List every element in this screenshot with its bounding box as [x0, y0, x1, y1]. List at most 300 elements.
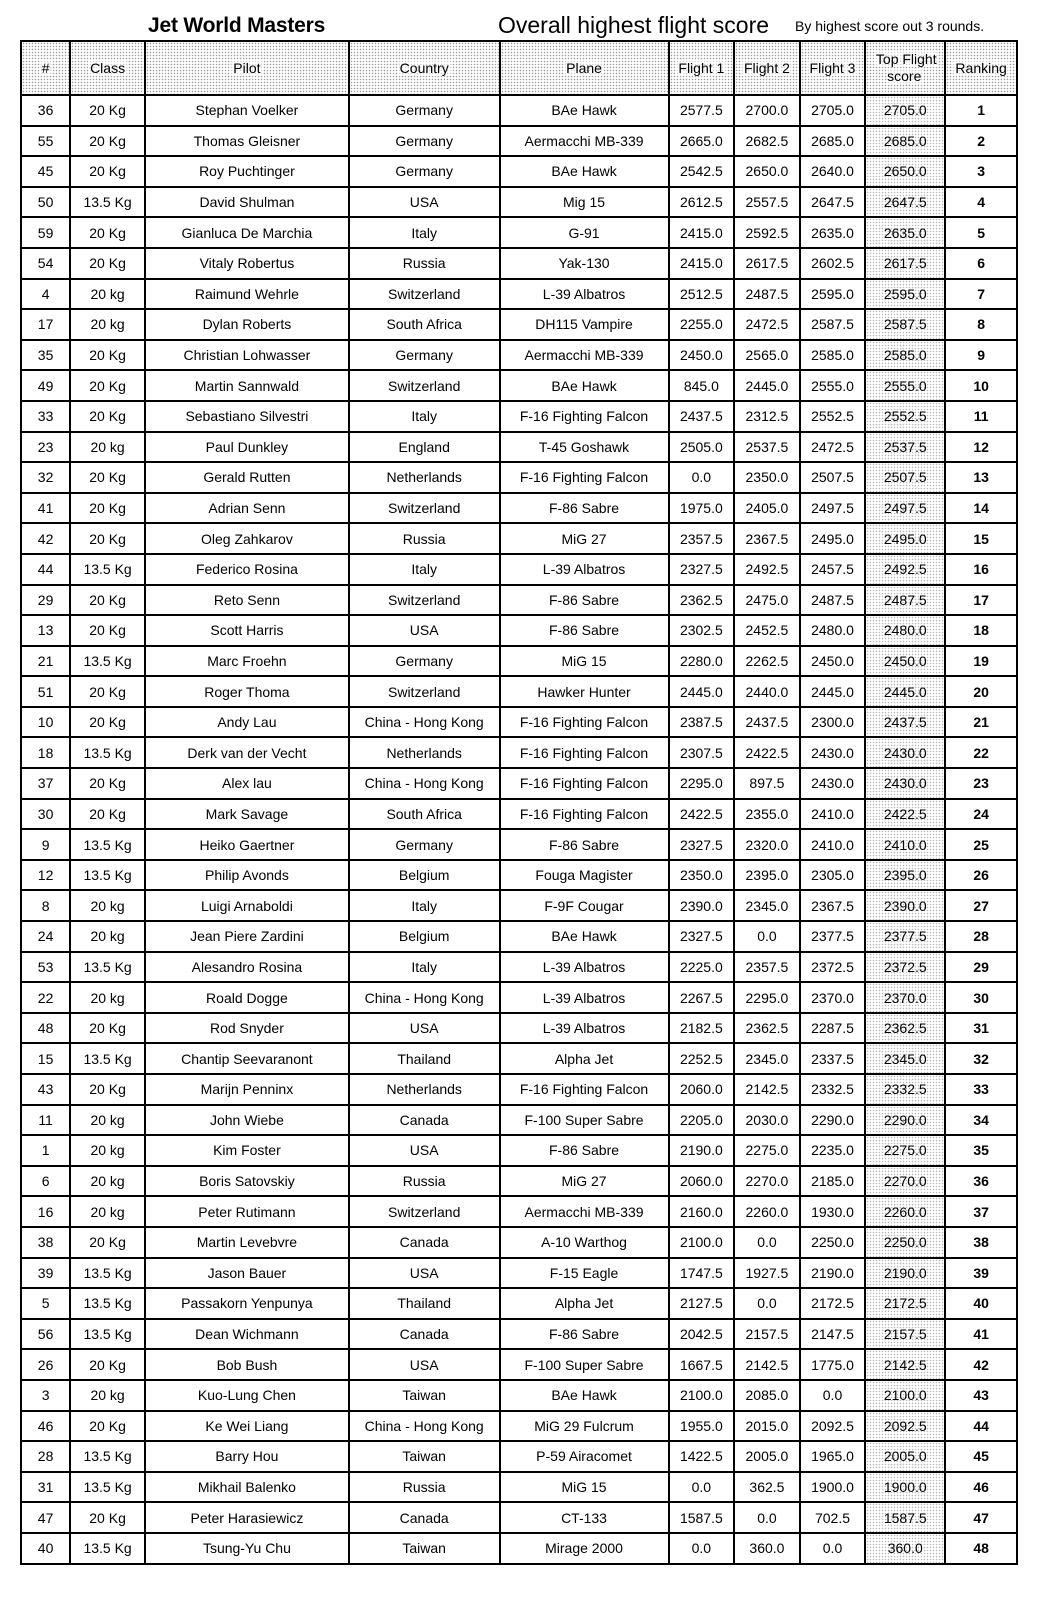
flight-3-score-cell: 2602.5: [800, 248, 866, 279]
class-cell: 13.5 Kg: [70, 1258, 145, 1289]
pilot-number-cell: 48: [21, 1013, 70, 1044]
flight-3-score-cell: 2250.0: [800, 1227, 866, 1258]
flight-1-score-cell: 2160.0: [669, 1196, 735, 1227]
plane-cell: T-45 Goshawk: [500, 432, 669, 463]
flight-1-score-cell: 0.0: [669, 1533, 735, 1564]
flight-2-score-cell: 0.0: [734, 1502, 800, 1533]
flight-2-score-cell: 0.0: [734, 921, 800, 952]
top-flight-score-cell: 2410.0: [865, 829, 945, 860]
top-flight-score-cell: 1587.5: [865, 1502, 945, 1533]
top-flight-score-cell: 2290.0: [865, 1105, 945, 1136]
top-flight-score-cell: 2422.5: [865, 799, 945, 830]
plane-cell: L-39 Albatros: [500, 279, 669, 310]
table-row: [21, 95, 1017, 126]
flight-3-score-cell: 2147.5: [800, 1319, 866, 1350]
top-flight-score-cell: 2492.5: [865, 554, 945, 585]
top-flight-score-cell: 2100.0: [865, 1380, 945, 1411]
top-flight-score-cell: 2450.0: [865, 646, 945, 677]
flight-3-score-cell: 2685.0: [800, 126, 866, 157]
ranking-cell: 19: [945, 646, 1017, 677]
country-cell: Germany: [349, 646, 500, 677]
top-flight-score-cell: 2142.5: [865, 1349, 945, 1380]
pilot-number-cell: 42: [21, 523, 70, 554]
plane-cell: BAe Hawk: [500, 1380, 669, 1411]
pilot-name-cell: Roald Dogge: [145, 982, 349, 1013]
table-row: [21, 401, 1017, 432]
plane-cell: BAe Hawk: [500, 95, 669, 126]
flight-2-score-cell: 2440.0: [734, 676, 800, 707]
flight-3-score-cell: 1775.0: [800, 1349, 866, 1380]
top-flight-score-cell: 2372.5: [865, 952, 945, 983]
pilot-number-cell: 59: [21, 217, 70, 248]
flight-2-score-cell: 2650.0: [734, 156, 800, 187]
ranking-cell: 42: [945, 1349, 1017, 1380]
class-cell: 20 Kg: [70, 523, 145, 554]
flight-2-score-cell: 362.5: [734, 1472, 800, 1503]
pilot-name-cell: Bob Bush: [145, 1349, 349, 1380]
ranking-cell: 14: [945, 493, 1017, 524]
country-cell: China - Hong Kong: [349, 707, 500, 738]
flight-3-score-cell: 2430.0: [800, 737, 866, 768]
flight-2-score-cell: 2312.5: [734, 401, 800, 432]
country-cell: Belgium: [349, 921, 500, 952]
ranking-cell: 15: [945, 523, 1017, 554]
country-cell: Russia: [349, 1472, 500, 1503]
ranking-cell: 33: [945, 1074, 1017, 1105]
flight-2-score-cell: 2592.5: [734, 217, 800, 248]
table-row: [21, 707, 1017, 738]
class-cell: 13.5 Kg: [70, 952, 145, 983]
flight-1-score-cell: 2415.0: [669, 248, 735, 279]
ranking-cell: 21: [945, 707, 1017, 738]
country-cell: Germany: [349, 126, 500, 157]
plane-cell: MiG 27: [500, 523, 669, 554]
top-flight-score-cell: 2395.0: [865, 860, 945, 891]
country-cell: Russia: [349, 1166, 500, 1197]
flight-1-score-cell: 2512.5: [669, 279, 735, 310]
table-row: [21, 1288, 1017, 1319]
ranking-cell: 48: [945, 1533, 1017, 1564]
table-row: [21, 676, 1017, 707]
table-row: [21, 1258, 1017, 1289]
top-flight-score-cell: 2250.0: [865, 1227, 945, 1258]
pilot-name-cell: Philip Avonds: [145, 860, 349, 891]
plane-cell: Yak-130: [500, 248, 669, 279]
pilot-number-cell: 26: [21, 1349, 70, 1380]
flight-2-score-cell: 2492.5: [734, 554, 800, 585]
flight-3-score-cell: 0.0: [800, 1533, 866, 1564]
ranking-cell: 41: [945, 1319, 1017, 1350]
flight-2-score-cell: 360.0: [734, 1533, 800, 1564]
plane-cell: A-10 Warthog: [500, 1227, 669, 1258]
col-header-plane: Plane: [500, 41, 669, 95]
top-flight-score-cell: 2647.5: [865, 187, 945, 218]
pilot-name-cell: Oleg Zahkarov: [145, 523, 349, 554]
plane-cell: F-16 Fighting Falcon: [500, 799, 669, 830]
pilot-number-cell: 13: [21, 615, 70, 646]
flight-3-score-cell: 1965.0: [800, 1441, 866, 1472]
flight-3-score-cell: 2172.5: [800, 1288, 866, 1319]
ranking-cell: 23: [945, 768, 1017, 799]
table-row: [21, 523, 1017, 554]
top-flight-score-cell: 2157.5: [865, 1319, 945, 1350]
plane-cell: F-9F Cougar: [500, 890, 669, 921]
pilot-number-cell: 11: [21, 1105, 70, 1136]
country-cell: Taiwan: [349, 1380, 500, 1411]
plane-cell: L-39 Albatros: [500, 982, 669, 1013]
plane-cell: Fouga Magister: [500, 860, 669, 891]
flight-2-score-cell: 2537.5: [734, 432, 800, 463]
plane-cell: L-39 Albatros: [500, 1013, 669, 1044]
flight-1-score-cell: 2505.0: [669, 432, 735, 463]
table-row: [21, 982, 1017, 1013]
class-cell: 20 kg: [70, 890, 145, 921]
top-flight-score-cell: 2595.0: [865, 279, 945, 310]
class-cell: 20 Kg: [70, 768, 145, 799]
pilot-name-cell: Luigi Arnaboldi: [145, 890, 349, 921]
table-row: [21, 1135, 1017, 1166]
pilot-number-cell: 6: [21, 1166, 70, 1197]
table-row: [21, 1105, 1017, 1136]
pilot-number-cell: 9: [21, 829, 70, 860]
plane-cell: F-16 Fighting Falcon: [500, 1074, 669, 1105]
pilot-number-cell: 30: [21, 799, 70, 830]
plane-cell: F-86 Sabre: [500, 585, 669, 616]
class-cell: 20 Kg: [70, 401, 145, 432]
flight-3-score-cell: 2480.0: [800, 615, 866, 646]
col-header-number: #: [21, 41, 70, 95]
flight-3-score-cell: 2640.0: [800, 156, 866, 187]
ranking-cell: 30: [945, 982, 1017, 1013]
country-cell: Russia: [349, 523, 500, 554]
class-cell: 13.5 Kg: [70, 1043, 145, 1074]
table-row: [21, 921, 1017, 952]
flight-3-score-cell: 2370.0: [800, 982, 866, 1013]
ranking-cell: 43: [945, 1380, 1017, 1411]
pilot-number-cell: 45: [21, 156, 70, 187]
pilot-name-cell: Vitaly Robertus: [145, 248, 349, 279]
country-cell: Russia: [349, 248, 500, 279]
pilot-number-cell: 32: [21, 462, 70, 493]
col-header-flight-2: Flight 2: [734, 41, 800, 95]
table-row: [21, 860, 1017, 891]
flight-3-score-cell: 2472.5: [800, 432, 866, 463]
flight-1-score-cell: 2612.5: [669, 187, 735, 218]
country-cell: Germany: [349, 829, 500, 860]
flight-1-score-cell: 1667.5: [669, 1349, 735, 1380]
ranking-cell: 18: [945, 615, 1017, 646]
table-row: [21, 187, 1017, 218]
top-flight-score-cell: 2390.0: [865, 890, 945, 921]
flight-2-score-cell: 2422.5: [734, 737, 800, 768]
flight-1-score-cell: 1587.5: [669, 1502, 735, 1533]
plane-cell: F-86 Sabre: [500, 615, 669, 646]
ranking-cell: 4: [945, 187, 1017, 218]
pilot-name-cell: Roger Thoma: [145, 676, 349, 707]
ranking-cell: 28: [945, 921, 1017, 952]
flight-1-score-cell: 2450.0: [669, 340, 735, 371]
class-cell: 20 kg: [70, 1380, 145, 1411]
plane-cell: P-59 Airacomet: [500, 1441, 669, 1472]
ranking-cell: 7: [945, 279, 1017, 310]
country-cell: Taiwan: [349, 1441, 500, 1472]
flight-3-score-cell: 2647.5: [800, 187, 866, 218]
flight-2-score-cell: 2260.0: [734, 1196, 800, 1227]
top-flight-score-cell: 2005.0: [865, 1441, 945, 1472]
class-cell: 13.5 Kg: [70, 187, 145, 218]
ranking-cell: 47: [945, 1502, 1017, 1533]
ranking-cell: 26: [945, 860, 1017, 891]
flight-1-score-cell: 0.0: [669, 462, 735, 493]
pilot-number-cell: 31: [21, 1472, 70, 1503]
ranking-cell: 27: [945, 890, 1017, 921]
col-header-flight-1: Flight 1: [669, 41, 735, 95]
flight-2-score-cell: 2437.5: [734, 707, 800, 738]
flight-3-score-cell: 2487.5: [800, 585, 866, 616]
flight-1-score-cell: 2042.5: [669, 1319, 735, 1350]
country-cell: Taiwan: [349, 1533, 500, 1564]
country-cell: China - Hong Kong: [349, 1411, 500, 1442]
flight-3-score-cell: 2337.5: [800, 1043, 866, 1074]
country-cell: Italy: [349, 401, 500, 432]
plane-cell: CT-133: [500, 1502, 669, 1533]
country-cell: Switzerland: [349, 1196, 500, 1227]
table-row: [21, 799, 1017, 830]
pilot-number-cell: 43: [21, 1074, 70, 1105]
table-row: [21, 309, 1017, 340]
flight-2-score-cell: 2350.0: [734, 462, 800, 493]
flight-1-score-cell: 2255.0: [669, 309, 735, 340]
top-flight-score-cell: 1900.0: [865, 1472, 945, 1503]
flight-3-score-cell: 2185.0: [800, 1166, 866, 1197]
ranking-cell: 44: [945, 1411, 1017, 1442]
country-cell: Germany: [349, 156, 500, 187]
plane-cell: MiG 15: [500, 646, 669, 677]
table-row: [21, 890, 1017, 921]
table-row: [21, 1166, 1017, 1197]
class-cell: 20 Kg: [70, 156, 145, 187]
table-row: [21, 1227, 1017, 1258]
country-cell: Switzerland: [349, 676, 500, 707]
plane-cell: F-15 Eagle: [500, 1258, 669, 1289]
flight-1-score-cell: 2415.0: [669, 217, 735, 248]
ranking-cell: 2: [945, 126, 1017, 157]
plane-cell: BAe Hawk: [500, 370, 669, 401]
plane-cell: Hawker Hunter: [500, 676, 669, 707]
plane-cell: BAe Hawk: [500, 156, 669, 187]
flight-1-score-cell: 2390.0: [669, 890, 735, 921]
top-flight-score-cell: 2635.0: [865, 217, 945, 248]
ranking-cell: 6: [945, 248, 1017, 279]
flight-1-score-cell: 2100.0: [669, 1380, 735, 1411]
ranking-cell: 12: [945, 432, 1017, 463]
pilot-name-cell: Jean Piere Zardini: [145, 921, 349, 952]
pilot-number-cell: 5: [21, 1288, 70, 1319]
top-flight-score-cell: 2685.0: [865, 126, 945, 157]
flight-2-score-cell: 2557.5: [734, 187, 800, 218]
flight-1-score-cell: 1747.5: [669, 1258, 735, 1289]
flight-1-score-cell: 2350.0: [669, 860, 735, 891]
top-flight-score-cell: 2275.0: [865, 1135, 945, 1166]
country-cell: Germany: [349, 340, 500, 371]
class-cell: 20 Kg: [70, 217, 145, 248]
pilot-number-cell: 39: [21, 1258, 70, 1289]
ranking-cell: 20: [945, 676, 1017, 707]
plane-cell: F-100 Super Sabre: [500, 1349, 669, 1380]
flight-1-score-cell: 2205.0: [669, 1105, 735, 1136]
class-cell: 13.5 Kg: [70, 554, 145, 585]
flight-3-score-cell: 2555.0: [800, 370, 866, 401]
class-cell: 13.5 Kg: [70, 1441, 145, 1472]
table-row: [21, 1380, 1017, 1411]
flight-2-score-cell: 2142.5: [734, 1074, 800, 1105]
table-row: [21, 1472, 1017, 1503]
table-row: [21, 615, 1017, 646]
country-cell: Canada: [349, 1105, 500, 1136]
flight-2-score-cell: 2452.5: [734, 615, 800, 646]
plane-cell: MiG 15: [500, 1472, 669, 1503]
class-cell: 20 kg: [70, 1166, 145, 1197]
plane-cell: F-16 Fighting Falcon: [500, 462, 669, 493]
plane-cell: DH115 Vampire: [500, 309, 669, 340]
country-cell: Italy: [349, 890, 500, 921]
class-cell: 20 Kg: [70, 1074, 145, 1105]
flight-1-score-cell: 2190.0: [669, 1135, 735, 1166]
class-cell: 13.5 Kg: [70, 1319, 145, 1350]
class-cell: 13.5 Kg: [70, 1472, 145, 1503]
pilot-name-cell: Derk van der Vecht: [145, 737, 349, 768]
ranking-cell: 5: [945, 217, 1017, 248]
flight-2-score-cell: 2357.5: [734, 952, 800, 983]
results-body: [21, 95, 1017, 1564]
table-row: [21, 126, 1017, 157]
ranking-cell: 35: [945, 1135, 1017, 1166]
pilot-name-cell: Kim Foster: [145, 1135, 349, 1166]
flight-3-score-cell: 2300.0: [800, 707, 866, 738]
flight-3-score-cell: 2235.0: [800, 1135, 866, 1166]
class-cell: 20 Kg: [70, 1349, 145, 1380]
top-flight-score-cell: 2172.5: [865, 1288, 945, 1319]
flight-3-score-cell: 2495.0: [800, 523, 866, 554]
ranking-cell: 37: [945, 1196, 1017, 1227]
class-cell: 20 kg: [70, 1105, 145, 1136]
flight-1-score-cell: 2252.5: [669, 1043, 735, 1074]
plane-cell: Aermacchi MB-339: [500, 126, 669, 157]
top-flight-score-cell: 2617.5: [865, 248, 945, 279]
ranking-cell: 31: [945, 1013, 1017, 1044]
flight-3-score-cell: 2305.0: [800, 860, 866, 891]
plane-cell: F-16 Fighting Falcon: [500, 768, 669, 799]
table-row: [21, 646, 1017, 677]
top-flight-score-cell: 2587.5: [865, 309, 945, 340]
plane-cell: Mirage 2000: [500, 1533, 669, 1564]
pilot-number-cell: 54: [21, 248, 70, 279]
plane-cell: F-16 Fighting Falcon: [500, 707, 669, 738]
top-flight-score-cell: 2650.0: [865, 156, 945, 187]
top-flight-score-cell: 360.0: [865, 1533, 945, 1564]
flight-3-score-cell: 2290.0: [800, 1105, 866, 1136]
flight-3-score-cell: 2367.5: [800, 890, 866, 921]
pilot-name-cell: Reto Senn: [145, 585, 349, 616]
flight-3-score-cell: 1900.0: [800, 1472, 866, 1503]
pilot-name-cell: Roy Puchtinger: [145, 156, 349, 187]
pilot-number-cell: 4: [21, 279, 70, 310]
pilot-number-cell: 23: [21, 432, 70, 463]
country-cell: Thailand: [349, 1288, 500, 1319]
header-row: [21, 41, 1017, 95]
pilot-name-cell: Dylan Roberts: [145, 309, 349, 340]
col-header-ranking: Ranking: [945, 41, 1017, 95]
top-flight-score-cell: 2430.0: [865, 737, 945, 768]
class-cell: 20 Kg: [70, 676, 145, 707]
class-cell: 20 Kg: [70, 493, 145, 524]
plane-cell: Alpha Jet: [500, 1043, 669, 1074]
ranking-cell: 38: [945, 1227, 1017, 1258]
class-cell: 20 Kg: [70, 615, 145, 646]
ranking-cell: 34: [945, 1105, 1017, 1136]
col-header-class: Class: [70, 41, 145, 95]
col-header-country: Country: [349, 41, 500, 95]
pilot-number-cell: 37: [21, 768, 70, 799]
pilot-name-cell: Gianluca De Marchia: [145, 217, 349, 248]
flight-1-score-cell: 2387.5: [669, 707, 735, 738]
pilot-number-cell: 16: [21, 1196, 70, 1227]
pilot-number-cell: 55: [21, 126, 70, 157]
plane-cell: L-39 Albatros: [500, 554, 669, 585]
country-cell: Italy: [349, 952, 500, 983]
class-cell: 20 Kg: [70, 462, 145, 493]
pilot-name-cell: Paul Dunkley: [145, 432, 349, 463]
table-row: [21, 737, 1017, 768]
ranking-cell: 3: [945, 156, 1017, 187]
table-row: [21, 217, 1017, 248]
ranking-cell: 29: [945, 952, 1017, 983]
top-flight-score-cell: 2092.5: [865, 1411, 945, 1442]
table-row: [21, 432, 1017, 463]
flight-1-score-cell: 2225.0: [669, 952, 735, 983]
pilot-name-cell: Andy Lau: [145, 707, 349, 738]
pilot-number-cell: 28: [21, 1441, 70, 1472]
class-cell: 20 kg: [70, 1196, 145, 1227]
class-cell: 13.5 Kg: [70, 829, 145, 860]
country-cell: Germany: [349, 95, 500, 126]
flight-3-score-cell: 2377.5: [800, 921, 866, 952]
top-flight-score-cell: 2437.5: [865, 707, 945, 738]
country-cell: Switzerland: [349, 279, 500, 310]
pilot-number-cell: 8: [21, 890, 70, 921]
country-cell: Thailand: [349, 1043, 500, 1074]
plane-cell: F-86 Sabre: [500, 829, 669, 860]
table-row: [21, 340, 1017, 371]
flight-1-score-cell: 2362.5: [669, 585, 735, 616]
class-cell: 13.5 Kg: [70, 646, 145, 677]
flight-2-score-cell: 2157.5: [734, 1319, 800, 1350]
pilot-name-cell: Passakorn Yenpunya: [145, 1288, 349, 1319]
pilot-number-cell: 40: [21, 1533, 70, 1564]
flight-2-score-cell: 2362.5: [734, 1013, 800, 1044]
flight-3-score-cell: 2457.5: [800, 554, 866, 585]
pilot-name-cell: Peter Harasiewicz: [145, 1502, 349, 1533]
ranking-cell: 11: [945, 401, 1017, 432]
pilot-number-cell: 38: [21, 1227, 70, 1258]
pilot-number-cell: 46: [21, 1411, 70, 1442]
pilot-name-cell: John Wiebe: [145, 1105, 349, 1136]
pilot-name-cell: Mikhail Balenko: [145, 1472, 349, 1503]
flight-2-score-cell: 2270.0: [734, 1166, 800, 1197]
pilot-number-cell: 10: [21, 707, 70, 738]
pilot-number-cell: 33: [21, 401, 70, 432]
flight-1-score-cell: 2437.5: [669, 401, 735, 432]
